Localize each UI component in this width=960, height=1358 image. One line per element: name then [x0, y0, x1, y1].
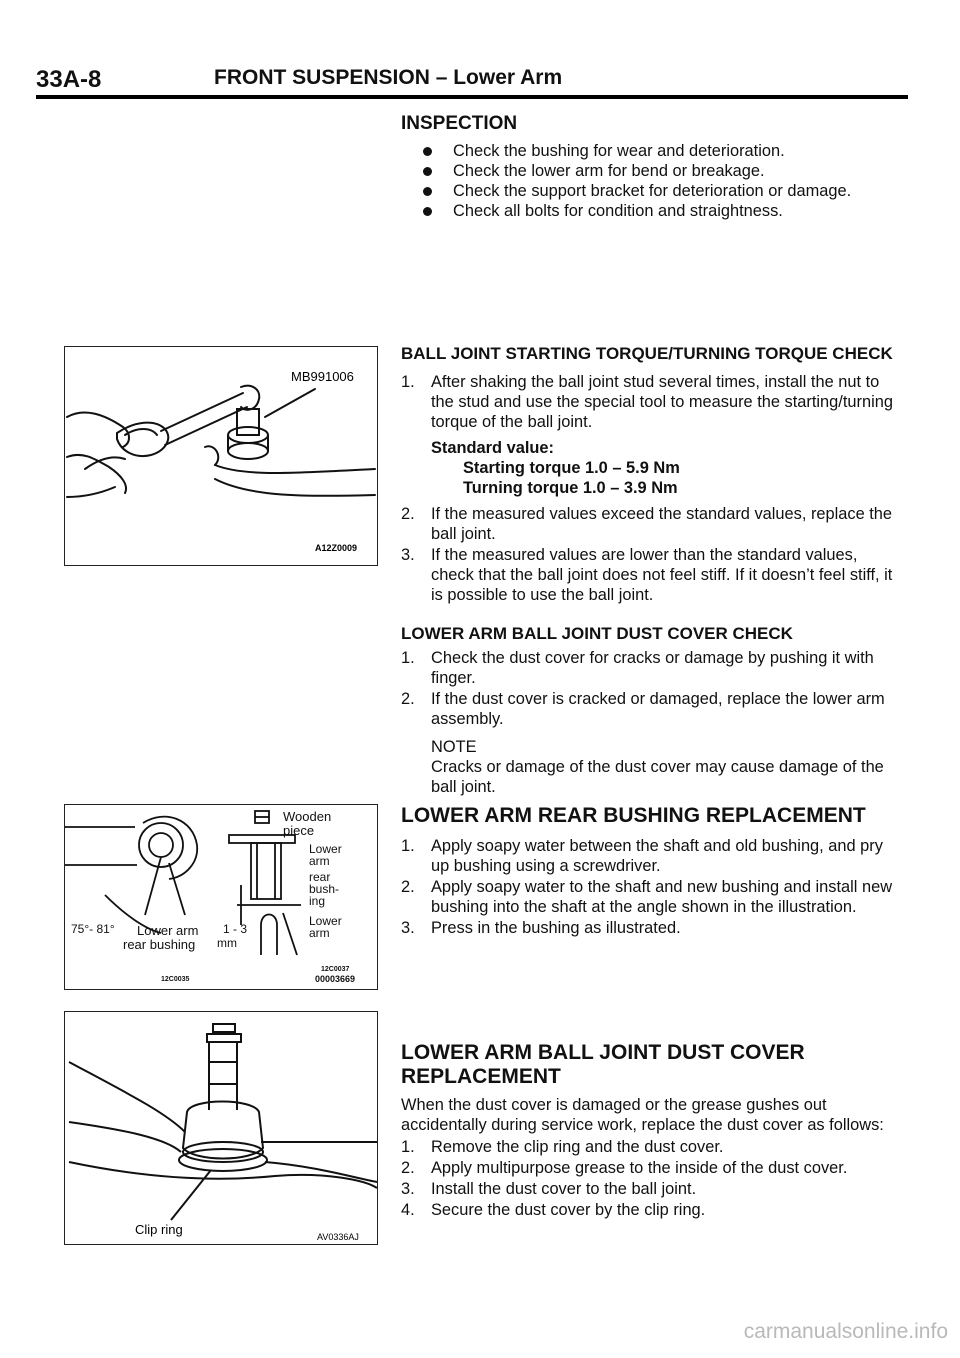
bushing-replacement-heading: LOWER ARM REAR BUSHING REPLACEMENT — [401, 804, 866, 827]
bullet-icon — [423, 147, 432, 156]
list-item: 4. Secure the dust cover by the clip ring. — [401, 1201, 706, 1219]
list-item: 1. Remove the clip ring and the dust cover. — [401, 1138, 724, 1156]
svg-text:arm: arm — [309, 854, 330, 868]
list-item: 1. Apply soapy water between the shaft and old bushing, and pry up bushing using a screwdriver. — [401, 837, 883, 875]
dust-replacement-section — [401, 1041, 901, 1221]
figure-torque-tool — [64, 346, 378, 566]
list-item: 2. If the dust cover is cracked or damaged, replace the lower arm assembly. — [401, 690, 885, 728]
clip-ring-illustration — [65, 1012, 377, 1244]
figure-code: A12Z0009 — [315, 543, 358, 553]
bullet-icon — [423, 187, 432, 196]
torque-tool-illustration — [65, 347, 377, 565]
list-item: Check the support bracket for deterioration or damage. — [401, 181, 901, 201]
figure-code: AV0336AJ — [317, 1232, 359, 1242]
svg-text:Wooden: Wooden — [283, 809, 332, 824]
section-code: 33A-8 — [36, 66, 102, 93]
page-header — [0, 0, 960, 100]
list-item: 3. Install the dust cover to the ball joint. — [401, 1180, 697, 1198]
list-item: Check the lower arm for bend or breakage. — [401, 161, 901, 181]
svg-text:arm: arm — [309, 926, 330, 940]
torque-check-section — [401, 344, 901, 606]
list-item: 3. Press in the bushing as illustrated. — [401, 919, 681, 937]
bullet-icon — [423, 167, 432, 176]
bushing-replacement-section — [401, 804, 901, 939]
page-title: FRONT SUSPENSION – Lower Arm — [214, 66, 563, 89]
svg-text:Lower arm: Lower arm — [137, 923, 199, 938]
svg-text:mm: mm — [217, 936, 237, 950]
svg-text:bush-: bush- — [309, 882, 340, 896]
svg-text:00003669: 00003669 — [315, 974, 356, 984]
dust-check-section — [401, 624, 901, 803]
dust-replacement-heading: LOWER ARM BALL JOINT DUST COVER REPLACEMENT — [401, 1041, 805, 1088]
list-item: 2. If the measured values exceed the standard values, replace the ball joint. — [401, 505, 893, 543]
svg-text:piece: piece — [283, 823, 315, 838]
list-item: Check all bolts for condition and straightness. — [401, 201, 901, 221]
svg-text:rear bushing: rear bushing — [123, 937, 196, 952]
list-item: 1. After shaking the ball joint stud several times, install the nut to the stud and use the special tool to measure the starting/turning torque of the ball joint. — [401, 373, 893, 431]
inspection-section — [401, 113, 901, 221]
clip-ring-label: Clip ring — [135, 1222, 183, 1237]
svg-text:1 - 3: 1 - 3 — [223, 922, 248, 936]
list-item: 1. Check the dust cover for cracks or damage by pushing it with finger. — [401, 649, 874, 687]
list-item: 2. Apply soapy water to the shaft and new bushing and install new bushing into the shaft at the angle shown in the illustration. — [401, 878, 893, 916]
figure-clip-ring — [64, 1011, 378, 1245]
figure-bushing — [64, 804, 378, 990]
header-rule — [36, 95, 908, 99]
dust-check-heading: LOWER ARM BALL JOINT DUST COVER CHECK — [401, 624, 793, 643]
svg-text:12C0037: 12C0037 — [321, 966, 350, 973]
svg-text:Lower: Lower — [309, 914, 342, 928]
svg-text:rear: rear — [309, 870, 331, 884]
svg-text:ing: ing — [309, 894, 326, 908]
bushing-illustration — [65, 805, 377, 989]
standard-value: Standard value: Starting torque 1.0 – 5.9 Nm Turning torque 1.0 – 3.9 Nm — [431, 439, 680, 497]
list-item: 3. If the measured values are lower than the standard values, check that the ball joint does not feel stiff. If it doesn’t feel stiff, it is possible to use the ball joint. — [401, 546, 893, 604]
dust-replacement-intro: When the dust cover is damaged or the grease gushes out accidentally during service work, replace the dust cover as follows: — [401, 1096, 884, 1134]
svg-text:Lower: Lower — [309, 842, 342, 856]
svg-text:12C0035: 12C0035 — [161, 976, 190, 983]
list-item: 2. Apply multipurpose grease to the inside of the dust cover. — [401, 1159, 848, 1177]
svg-text:75°- 81°: 75°- 81° — [71, 922, 115, 936]
list-item: Check the bushing for wear and deterioration. — [401, 141, 901, 161]
watermark: carmanualsonline.info — [743, 1320, 948, 1343]
bullet-icon — [423, 207, 432, 216]
torque-check-heading: BALL JOINT STARTING TORQUE/TURNING TORQUE CHECK — [401, 344, 893, 363]
note: NOTE Cracks or damage of the dust cover may cause damage of the ball joint. — [431, 738, 884, 796]
inspection-heading: INSPECTION — [401, 113, 518, 134]
tool-label: MB991006 — [291, 369, 354, 384]
